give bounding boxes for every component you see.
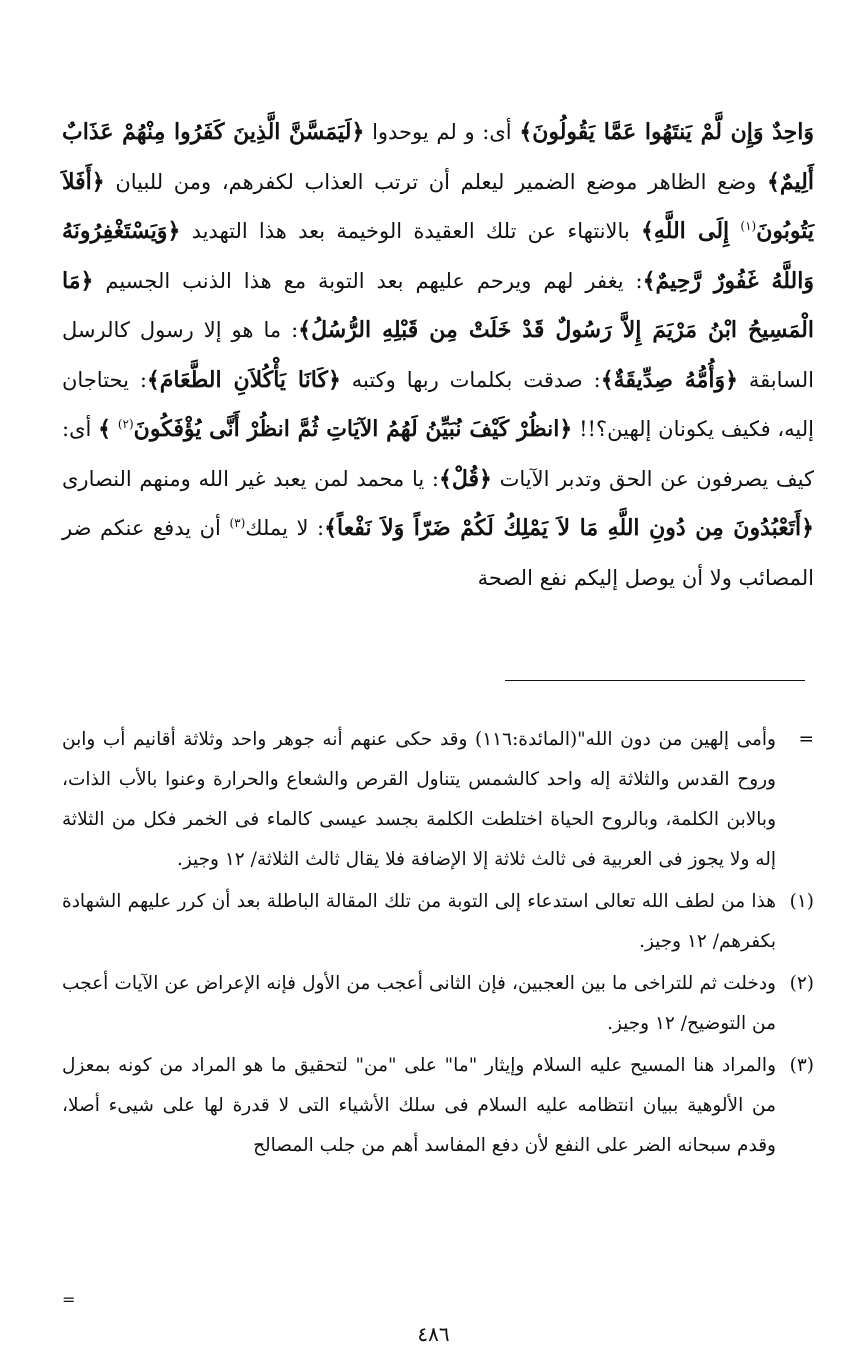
footnote-marker: (٢): [789, 973, 814, 994]
footnote-marker: =: [798, 729, 814, 750]
footnote-item: [62, 964, 814, 1044]
footnote-text: والمراد هنا المسيح عليه السلام وإيثار "ما" على "من" لتحقيق ما هو المراد من كونه بمعزل من الألوهية ببيان انتظامه عليه السلام فى سلك الأشياء التى لا قدرة لها على شيىء أصلا، وقدم سبحانه الضر على النفع لأن دفع المفاسد أهم من جلب المصالح: [62, 1055, 776, 1156]
footnote-ref: (٣): [229, 516, 246, 530]
footnote-item: [62, 1046, 814, 1166]
commentary-text: : يغفر لهم ويرحم عليهم بعد التوبة مع هذا الذنب الجسيم: [105, 268, 643, 293]
quran-verse: وَاحِدٌ وَإِن لَّمْ يَنتَهُوا عَمَّا يَقُولُونَ﴾: [519, 119, 815, 145]
quran-verse: ﴿انظُرْ كَيْفَ نُبَيِّنُ لَهُمُ الآيَاتِ ثُمَّ انظُرْ أَنَّى يُؤْفَكُونَ: [133, 416, 573, 442]
footnote-item: [62, 882, 814, 962]
commentary-text: أن يدفع عنكم ضر المصائب ولا أن يوصل إليكم نفع الصحة: [62, 516, 814, 590]
footnote-ref: (٢): [117, 417, 134, 431]
quran-verse: ﴿أَتَعْبُدُونَ مِن دُونِ اللَّهِ مَا لاَ يَمْلِكُ لَكُمْ ضَرّاً وَلاَ نَفْعاً﴾: [324, 515, 814, 541]
commentary-text: : صدقت بكلمات ربها وكتبه: [351, 367, 601, 392]
commentary-text: أى: و لم يوحدوا: [372, 120, 512, 144]
main-text: [62, 108, 814, 603]
footnote-marker: (٣): [789, 1055, 814, 1076]
page-number: ٤٨٦: [417, 1322, 450, 1346]
quran-verse: ﴿كَانَا يَأْكُلاَنِ الطَّعَامَ﴾: [146, 366, 341, 393]
main-paragraph: [62, 108, 814, 603]
commentary-text: : يا محمد لمن يعبد غير الله ومنهم النصارى: [62, 466, 439, 491]
quran-verse: ﴿قُلْ﴾: [438, 465, 492, 492]
commentary-text: : يحتاجان إليه، فكيف يكونان إلهين؟!!: [62, 367, 815, 441]
commentary-text: وضع الظاهر موضع الضمير ليعلم أن ترتب العذاب لكفرهم، ومن للبيان: [115, 169, 757, 194]
commentary-text: بالانتهاء عن تلك العقيدة الوخيمة بعد هذا التهديد: [191, 219, 630, 243]
commentary-text: : ما هو إلا رسول كالرسل السابقة: [62, 318, 814, 392]
footnote-item: [62, 720, 814, 880]
footnote-text: ودخلت ثم للتراخى ما بين العجبين، فإن الثانى أعجب من الأول فإنه الإعراض عن الآيات أعجب من التوضيح/ ١٢ وجيز.: [62, 973, 776, 1034]
footnote-text: وأمى إلهين من دون الله"(المائدة:١١٦) وقد حكى عنهم أنه جوهر واحد وثلاثة أقانيم أب وابن وروح القدس والثلاثة إله واحد كالشمس يتناول القرص والشعاع والحرارة وعنوا بالأب الذات، وبالابن الكلمة، وبالروح الحياة اختلطت الكلمة بجسد عيسى كالماء فى الخمر فكل من الثلاثة إله ولا يجوز فى العربية فى ثالث ثلاثة إلا الإضافة فلا يقال ثالث الثلاثة/ ١٢ وجيز.: [62, 729, 776, 870]
quran-verse: ﴿لَيَمَسَّنَّ الَّذِينَ كَفَرُوا مِنْهُمْ عَذَابٌ أَلِيمٌ﴾: [62, 119, 814, 195]
quran-verse: إِلَى اللَّهِ﴾: [640, 218, 730, 244]
quran-verse: ﴿وَأُمُّهُ صِدِّيقَةٌ﴾: [600, 366, 738, 393]
quran-verse: ﴿وَيَسْتَغْفِرُونَهُ وَاللَّهُ غَفُورٌ رَّحِيمٌ﴾: [62, 218, 814, 294]
footnotes: [62, 720, 814, 1168]
footnote-text: هذا من لطف الله تعالى استدعاء إلى التوبة من تلك المقالة الباطلة بعد أن كرر عليهم الشهادة بكفرهم/ ١٢ وجيز.: [62, 891, 776, 952]
footnote-separator: [505, 680, 805, 681]
commentary-text: : لا يملك: [245, 516, 325, 540]
commentary-text: أى: كيف يصرفون عن الحق وتدبر الآيات: [62, 417, 814, 491]
footnote-marker: (١): [789, 891, 814, 912]
quran-bracket: ﴾: [98, 416, 112, 442]
quran-verse: ﴿أَفَلاَ يَتُوبُونَ: [62, 168, 814, 244]
continuation-mark: =: [62, 1290, 76, 1309]
footnote-ref: (١): [740, 219, 757, 233]
quran-verse: ﴿مَا الْمَسِيحُ ابْنُ مَرْيَمَ إِلاَّ رَسُولٌ قَدْ خَلَتْ مِن قَبْلِهِ الرُّسُلُ﴾: [62, 267, 814, 343]
